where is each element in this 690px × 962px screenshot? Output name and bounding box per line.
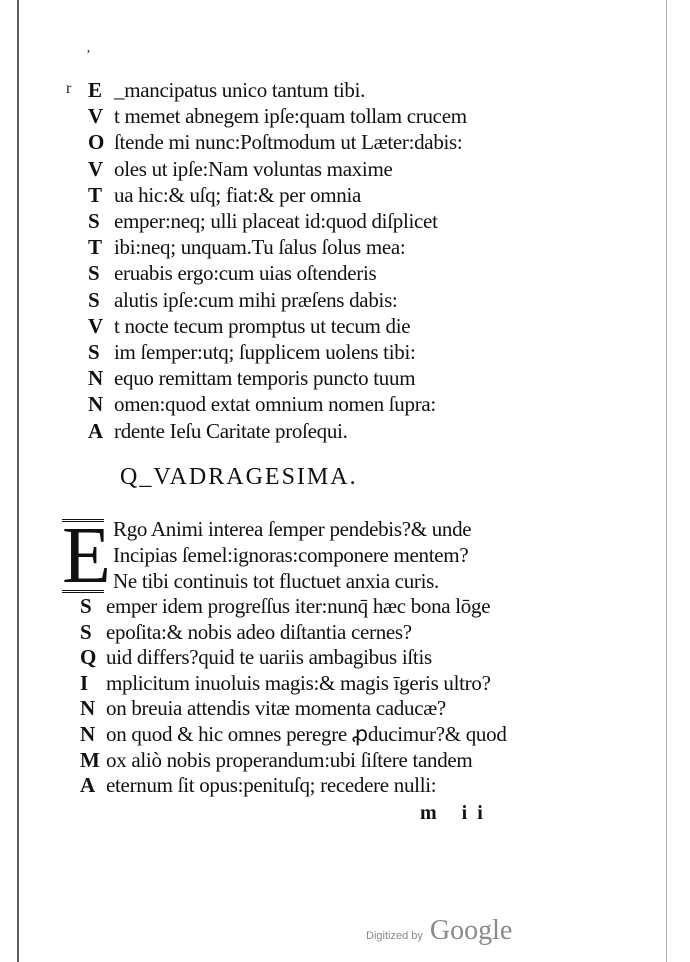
acrostic-initial: I — [80, 670, 88, 695]
signature-mark: m ii — [420, 802, 493, 824]
section-heading: Q_VADRAGESIMA. — [120, 464, 358, 490]
acrostic-initial: T — [88, 235, 102, 260]
verse-text: epoſita:& nobis adeo diſtantia cernes? — [106, 619, 412, 644]
ink-speck: ’ — [86, 48, 91, 63]
verse-text: uid differs?quid te uariis ambagibus iſtis — [106, 645, 432, 670]
verse-text: on breuia attendis vitæ momenta caducæ? — [106, 696, 446, 721]
ink-speck: r — [66, 80, 72, 97]
acrostic-initial: N — [88, 392, 103, 417]
verse-text: alutis ipſe:cum mihi præſens dabis: — [114, 287, 398, 312]
verse-text: eternum ſit opus:penituſq; recedere nulli: — [106, 773, 437, 798]
verse-line — [88, 104, 467, 128]
acrostic-initial: N — [88, 366, 103, 391]
verse-text: omen:quod extat omnium nomen ſupra: — [114, 392, 436, 417]
page-edge-right — [666, 0, 667, 962]
verse-line — [88, 366, 415, 390]
verse-text: _mancipatus unico tantum tibi. — [114, 78, 366, 102]
verse-line — [113, 569, 439, 593]
acrostic-initial: O — [88, 130, 105, 155]
digitized-watermark — [366, 915, 512, 947]
acrostic-initial: Q — [80, 645, 97, 670]
verse-text: emper:neq; ulli placeat id:quod diſplicet — [114, 209, 438, 233]
verse-text: ox aliò nobis properandum:ubi ſiſtere tandem — [106, 747, 473, 772]
watermark-prefix: Digitized by — [366, 930, 423, 942]
verse-line — [88, 157, 393, 181]
verse-line — [88, 340, 416, 364]
verse-text: mplicitum inuoluis magis:& magis īgeris ultro? — [106, 670, 491, 695]
acrostic-initial: N — [80, 696, 95, 721]
verse-text: Ne tibi continuis tot fluctuet anxia curis. — [113, 569, 439, 593]
verse-text: ua hic:& uſq; fiat:& per omnia — [114, 182, 362, 207]
acrostic-initial: V — [88, 313, 103, 338]
verse-text: t nocte tecum promptus ut tecum die — [114, 313, 411, 338]
verse-line — [88, 78, 365, 102]
verse-line — [88, 261, 376, 285]
verse-text: ibi:neq; unquam.Tu ſalus ſolus mea: — [114, 235, 406, 260]
acrostic-initial: T — [88, 182, 102, 207]
verse-text: on quod & hic omnes peregre ꝓducimur?& quod — [106, 722, 507, 746]
verse-text: eruabis ergo:cum uias oſtenderis — [114, 261, 377, 286]
acrostic-initial: A — [88, 418, 103, 443]
verse-text: emper idem progreſſus iter:nunq̄ hæc bona lōge — [106, 594, 491, 618]
verse-line — [80, 594, 490, 618]
verse-line — [80, 748, 472, 772]
verse-line — [80, 620, 412, 644]
verse-text: Rgo Animi interea ſemper pendebis?& unde — [113, 517, 472, 541]
acrostic-initial: S — [88, 209, 100, 233]
verse-line — [88, 314, 410, 338]
verse-text: rdente Ieſu Caritate proſequi. — [114, 418, 348, 443]
verse-line — [88, 419, 348, 443]
verse-text: equo remittam temporis puncto tuum — [114, 366, 416, 391]
verse-text: t memet abnegem ipſe:quam tollam crucem — [114, 104, 467, 129]
acrostic-initial: V — [88, 156, 103, 181]
verse-line — [88, 209, 438, 233]
verse-line — [80, 671, 491, 695]
acrostic-initial: S — [80, 619, 92, 644]
verse-line — [88, 288, 397, 312]
drop-cap-initial: E — [62, 512, 111, 600]
verse-line — [80, 773, 436, 797]
verse-text: oles ut ipſe:Nam voluntas maxime — [114, 156, 393, 181]
acrostic-initial: A — [80, 773, 95, 798]
verse-line — [113, 517, 471, 541]
verse-text: im ſemper:utq; ſupplicem uolens tibi: — [114, 340, 416, 364]
verse-line — [88, 183, 361, 207]
verse-line — [88, 130, 462, 154]
acrostic-initial: E — [88, 78, 102, 102]
acrostic-initial: S — [88, 287, 100, 312]
verse-line — [113, 543, 468, 567]
verse-text: ſtende mi nunc:Poſtmodum ut Læter:dabis: — [114, 130, 463, 155]
acrostic-initial: S — [80, 594, 92, 618]
acrostic-initial: N — [80, 722, 95, 746]
acrostic-initial: S — [88, 340, 100, 364]
verse-line — [80, 696, 446, 720]
page-edge-left — [17, 0, 19, 962]
verse-line — [88, 235, 405, 259]
acrostic-initial: S — [88, 261, 100, 286]
verse-text: Incipias ſemel:ignoras:componere mentem? — [113, 543, 469, 567]
google-logo: Google — [429, 915, 513, 946]
acrostic-initial: M — [80, 747, 100, 772]
acrostic-initial: V — [88, 104, 103, 129]
verse-line — [80, 645, 432, 669]
verse-line — [80, 722, 507, 746]
verse-line — [88, 392, 436, 416]
